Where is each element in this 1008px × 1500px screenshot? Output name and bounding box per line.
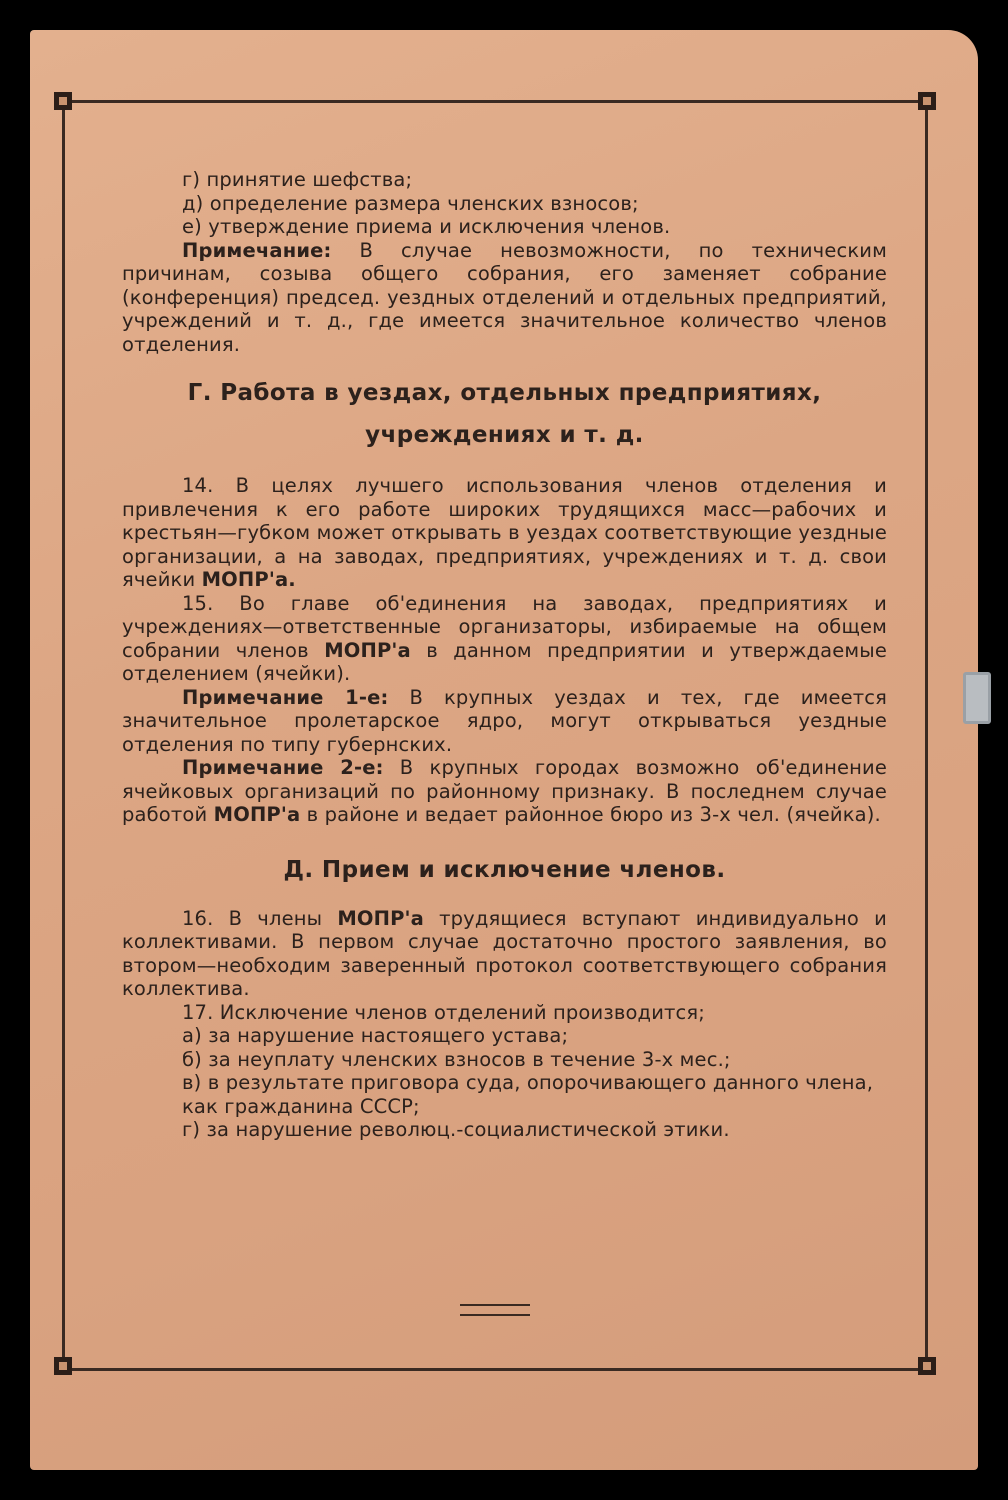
note-label: Примечание 2-е: xyxy=(182,756,384,779)
note-1-paragraph xyxy=(122,686,887,757)
list-item: в) в результате приговора суда, опорочивающего данного члена, как гражданина СССР; xyxy=(182,1071,874,1118)
paragraph-text: трудящиеся вступают индивидуально и коллективами. В первом случае достаточно простого заявления, во втором—необходим заверенный протокол соответствующего собрания коллектива. xyxy=(122,906,887,1000)
note-label: Примечание: xyxy=(182,238,332,262)
end-separator xyxy=(460,1304,530,1316)
list-item: б) за неуплату членских взносов в течение 3-х мес.; xyxy=(182,1047,731,1071)
mopr-bold: МОПР'а xyxy=(324,638,411,662)
staple xyxy=(963,672,991,724)
section-d-heading: Д. Прием и исключение членов. xyxy=(283,856,726,883)
mopr-bold: МОПР'а. xyxy=(201,568,296,591)
frame-corner-ornament xyxy=(54,92,72,110)
list-item: д) определение размера членских взносов; xyxy=(182,191,639,215)
paragraph-text: 14. В целях лучшего использования членов отделения и привлечения к его работе широких трудящихся масс—рабочих и крестьян—губком может открывать в уездах соответствующие уездные организации, а на заводах, предприятиях, учреждениях и т. д. свои ячейки xyxy=(122,474,887,591)
paragraph-text: 15. Во главе об'единения на заводах, предприятиях и учреждениях—ответственные организаторы, избираемые на общем собрании членов xyxy=(122,591,887,662)
paragraph-text: в данном предприятии и утверждаемые отделением (ячейки). xyxy=(122,638,887,685)
list-item: а) за нарушение настоящего устава; xyxy=(182,1024,569,1047)
section-g-title-line2: учреждениях и т. д. xyxy=(365,422,644,448)
paragraph-text: 16. В члены xyxy=(182,906,338,930)
note-2-paragraph xyxy=(122,756,887,827)
section-g-title-line1: Г. Работа в уездах, отдельных предприятиях, xyxy=(187,380,822,406)
paragraph-16 xyxy=(122,907,887,1001)
frame-corner-ornament xyxy=(54,1357,72,1375)
list-item: г) за нарушение революц.-социалистической этики. xyxy=(182,1118,730,1141)
paragraph-17: 17. Исключение членов отделений производится; xyxy=(182,1000,705,1024)
list-item: е) утверждение приема и исключения членов. xyxy=(182,215,671,238)
mopr-bold: МОПР'а xyxy=(337,906,424,930)
paragraph-14 xyxy=(122,474,887,592)
note-text: в районе и ведает районное бюро из 3-х чел. (ячейка). xyxy=(300,803,881,826)
mopr-bold: МОПР'а xyxy=(213,803,301,826)
note-text: В крупных городах возможно об'единение ячейковых организаций по районному признаку. В последнем случае работой xyxy=(122,756,887,826)
note-label: Примечание 1-е: xyxy=(182,685,389,709)
note-paragraph xyxy=(122,239,887,357)
page-text xyxy=(122,168,887,1142)
note-text: В случае невозможности, по техническим причинам, созыва общего собрания, его заменяет собрание (конференция) председ. уездных отделений и отдельных предприятий, учреждений и т. д., где имеется значительное количество членов отделения. xyxy=(122,238,887,356)
frame-corner-ornament xyxy=(918,92,936,110)
section-g-heading xyxy=(122,372,887,456)
list-item: г) принятие шефства; xyxy=(182,168,413,191)
paragraph-15 xyxy=(122,592,887,686)
note-text: В крупных уездах и тех, где имеется значительное пролетарское ядро, могут открываться уездные отделения по типу губернских. xyxy=(122,685,887,756)
frame-corner-ornament xyxy=(918,1357,936,1375)
